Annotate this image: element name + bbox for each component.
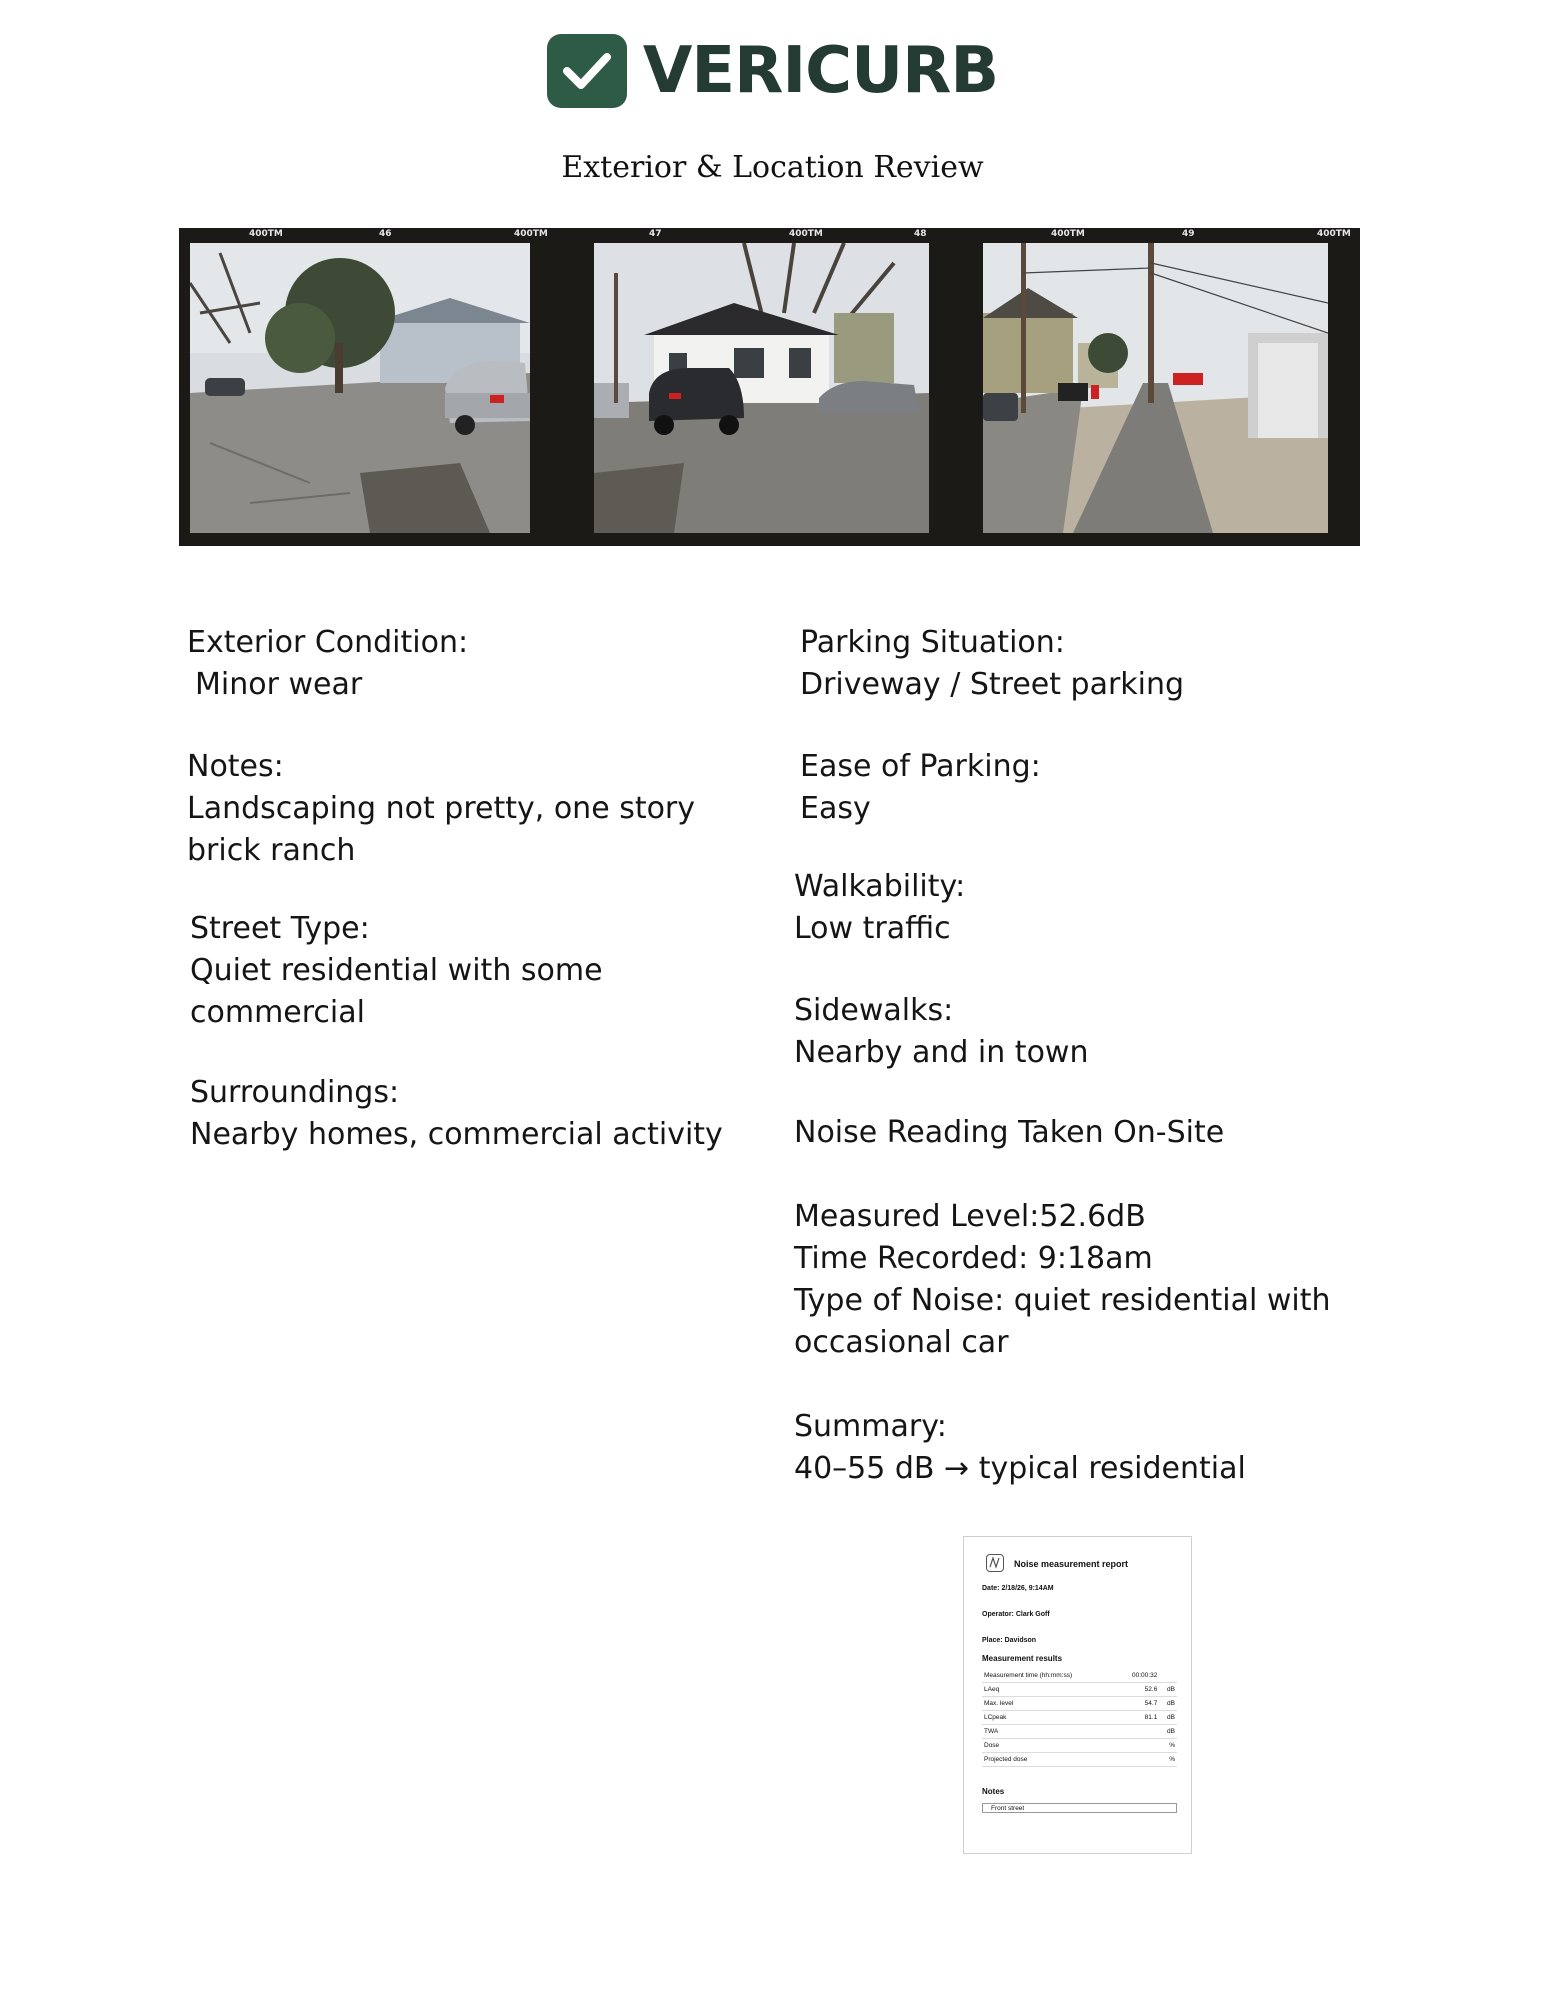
table-row — [982, 1725, 1177, 1739]
sidewalks-field — [794, 990, 1088, 1074]
photo-frame-street-right — [983, 243, 1328, 533]
noise-report-thumbnail — [963, 1536, 1192, 1854]
report-date: Date: 2/18/26, 9:14AM — [982, 1585, 1054, 1592]
table-cell-unit: dB — [1159, 1697, 1177, 1711]
noise-details — [794, 1196, 1331, 1364]
table-cell-name: Measurement time (hh:mm:ss) — [982, 1669, 1116, 1683]
walkability-label: Walkability: — [794, 869, 966, 904]
table-row — [982, 1753, 1177, 1767]
photo-frame-house-front — [594, 243, 929, 533]
table-cell-value — [1116, 1753, 1159, 1767]
film-edge-label: 400TM — [249, 229, 283, 239]
noise-heading: Noise Reading Taken On-Site — [794, 1115, 1225, 1150]
table-cell-name: LAeq — [982, 1683, 1116, 1697]
summary-label: Summary: — [794, 1409, 947, 1444]
summary-value: 40–55 dB → typical residential — [794, 1451, 1246, 1486]
table-cell-unit — [1159, 1669, 1177, 1683]
sidewalks-value: Nearby and in town — [794, 1035, 1089, 1070]
report-notes-heading: Notes — [982, 1787, 1005, 1796]
ease-of-parking-value: Easy — [800, 791, 871, 826]
sidewalks-label: Sidewalks: — [794, 993, 954, 1028]
table-cell-value — [1116, 1725, 1159, 1739]
notes-label: Notes: — [187, 749, 284, 784]
table-cell-name: Projected dose — [982, 1753, 1116, 1767]
street-type-label: Street Type: — [190, 911, 370, 946]
walkability-field — [794, 866, 965, 950]
brand-logo — [0, 34, 1545, 108]
photo-filmstrip — [179, 228, 1360, 546]
noise-type-line2: occasional car — [794, 1325, 1009, 1360]
film-edge-label: 400TM — [789, 229, 823, 239]
notes-field — [187, 746, 695, 872]
table-row — [982, 1711, 1177, 1725]
report-results-heading: Measurement results — [982, 1654, 1063, 1663]
film-edge-label: 400TM — [514, 229, 548, 239]
surroundings-field — [190, 1072, 723, 1156]
surroundings-value: Nearby homes, commercial activity — [190, 1117, 723, 1152]
report-operator: Operator: Clark Goff — [982, 1611, 1050, 1618]
table-cell-value: 00:00:32 — [1116, 1669, 1159, 1683]
table-cell-name: TWA — [982, 1725, 1116, 1739]
parking-situation-label: Parking Situation: — [800, 625, 1065, 660]
ease-of-parking-field — [800, 746, 1041, 830]
film-edge-label: 48 — [914, 229, 927, 239]
measured-level: Measured Level:52.6dB — [794, 1199, 1146, 1234]
table-cell-value: 81.1 — [1116, 1711, 1159, 1725]
table-row — [982, 1697, 1177, 1711]
street-type-value-line1: Quiet residential with some — [190, 953, 603, 988]
table-cell-unit: % — [1159, 1753, 1177, 1767]
table-cell-unit: dB — [1159, 1725, 1177, 1739]
street-type-field — [190, 908, 603, 1034]
table-cell-name: LCpeak — [982, 1711, 1116, 1725]
report-place: Place: Davidson — [982, 1637, 1037, 1644]
table-cell-value: 52.6 — [1116, 1683, 1159, 1697]
ease-of-parking-label: Ease of Parking: — [800, 749, 1041, 784]
table-cell-unit: dB — [1159, 1711, 1177, 1725]
noise-app-icon — [986, 1554, 1004, 1572]
film-edge-label: 400TM — [1051, 229, 1085, 239]
report-title: Noise measurement report — [1014, 1559, 1129, 1569]
table-cell-unit: dB — [1159, 1683, 1177, 1697]
table-row — [982, 1739, 1177, 1753]
time-recorded: Time Recorded: 9:18am — [794, 1241, 1153, 1276]
table-cell-value — [1116, 1739, 1159, 1753]
table-cell-unit: % — [1159, 1739, 1177, 1753]
parking-situation-value: Driveway / Street parking — [800, 667, 1185, 702]
checkmark-icon — [547, 34, 627, 108]
exterior-condition-field — [187, 622, 468, 706]
table-cell-name: Dose — [982, 1739, 1116, 1753]
surroundings-label: Surroundings: — [190, 1075, 400, 1110]
film-edge-label: 400TM — [1317, 229, 1351, 239]
report-notes-value: Front street — [982, 1803, 1177, 1813]
parking-situation-field — [800, 622, 1184, 706]
exterior-condition-label: Exterior Condition: — [187, 625, 469, 660]
summary-field — [794, 1406, 1246, 1490]
page-subtitle: Exterior & Location Review — [561, 150, 984, 185]
noise-type-line1: Type of Noise: quiet residential with — [794, 1283, 1331, 1318]
table-cell-name: Max. level — [982, 1697, 1116, 1711]
notes-value-line2: brick ranch — [187, 833, 356, 868]
table-cell-value: 54.7 — [1116, 1697, 1159, 1711]
exterior-condition-value: Minor wear — [195, 667, 363, 702]
notes-value-line1: Landscaping not pretty, one story — [187, 791, 696, 826]
photo-frame-street-left — [190, 243, 530, 533]
street-type-value-line2: commercial — [190, 995, 365, 1030]
brand-name: VERICURB — [642, 34, 999, 108]
film-edge-label: 47 — [649, 229, 662, 239]
report-results-table — [982, 1669, 1177, 1767]
table-row — [982, 1683, 1177, 1697]
walkability-value: Low traffic — [794, 911, 951, 946]
film-edge-label: 49 — [1182, 229, 1195, 239]
film-edge-label: 46 — [379, 229, 392, 239]
table-row — [982, 1669, 1177, 1683]
